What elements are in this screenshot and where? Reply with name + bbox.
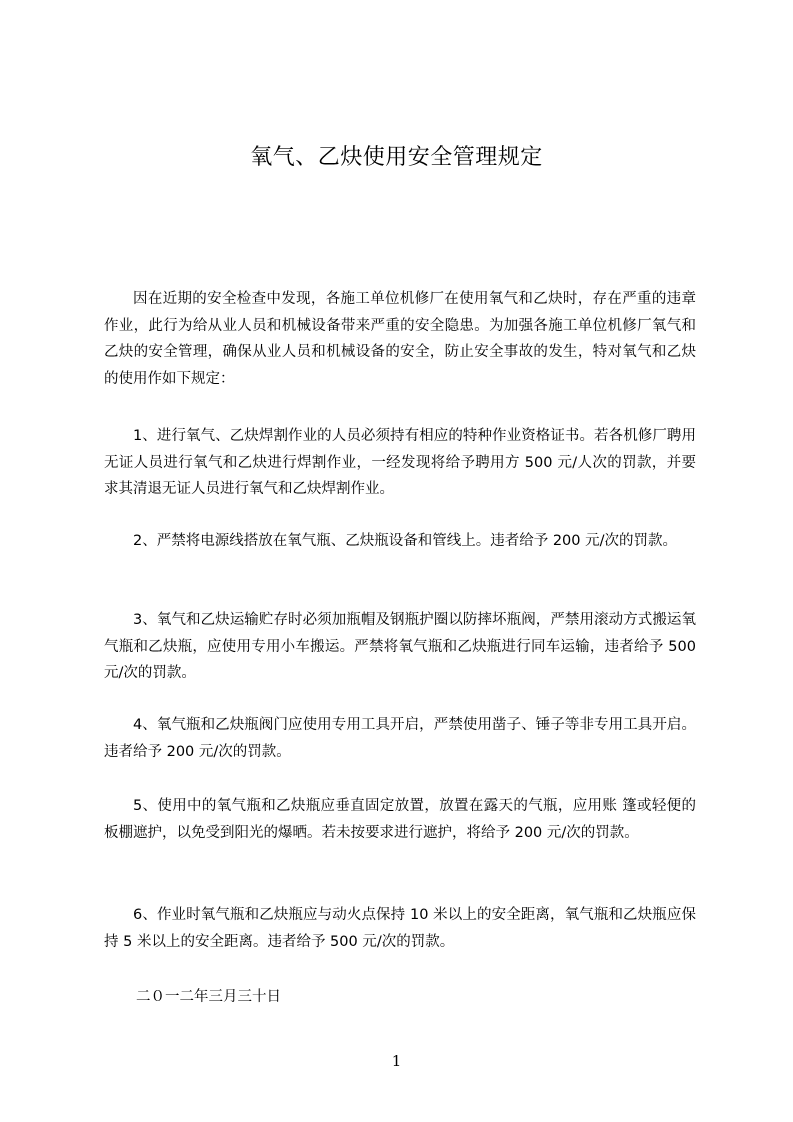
rule-text: 2、严禁将电源线搭放在氧气瓶、乙炔瓶设备和管线上。违者给予 200 元/次的罚款。 (133, 533, 678, 549)
rule-text: 6、作业时氧气瓶和乙炔瓶应与动火点保持 10 米以上的安全距离，氧气瓶和乙炔瓶应保持 5 米以上的安全距离。违者给予 500 元/次的罚款。 (104, 907, 696, 950)
rule-item-6 (104, 902, 696, 955)
rule-item-4 (104, 712, 696, 765)
rule-item-5 (104, 793, 696, 846)
rule-item-1 (104, 423, 696, 503)
rule-item-3 (104, 607, 696, 687)
rule-text: 3、氧气和乙炔运输贮存时必须加瓶帽及钢瓶护圈以防摔坏瓶阀，严禁用滚动方式搬运氧气瓶和乙炔瓶，应使用专用小车搬运。严禁将氧气瓶和乙炔瓶进行同车运输，违者给予 500 元/次的罚款。 (104, 612, 696, 681)
intro-paragraph (104, 286, 696, 392)
document-date: 二０一二年三月三十日 (136, 989, 281, 1005)
page-number: 1 (391, 1052, 402, 1070)
document-title: 氧气、乙炔使用安全管理规定 (250, 145, 543, 170)
rule-text: 4、氧气瓶和乙炔瓶阀门应使用专用工具开启，严禁使用凿子、锤子等非专用工具开启。违者给予 200 元/次的罚款。 (104, 717, 696, 760)
rule-item-2 (104, 528, 696, 555)
rule-text: 1、进行氧气、乙炔焊割作业的人员必须持有相应的特种作业资格证书。若各机修厂聘用无证人员进行氧气和乙炔进行焊割作业，一经发现将给予聘用方 500 元/人次的罚款，并要求其清退无证人员进行氧气和乙炔焊割作业。 (104, 428, 696, 497)
intro-text: 因在近期的安全检查中发现，各施工单位机修厂在使用氧气和乙炔时，存在严重的违章作业，此行为给从业人员和机械设备带来严重的安全隐患。为加强各施工单位机修厂氧气和乙炔的安全管理，确保从业人员和机械设备的安全，防止安全事故的发生，特对氧气和乙炔的使用作如下规定： (104, 291, 696, 387)
rule-text: 5、使用中的氧气瓶和乙炔瓶应垂直固定放置，放置在露天的气瓶，应用账 篷或轻便的板棚遮护，以免受到阳光的爆晒。若未按要求进行遮护，将给予 200 元/次的罚款。 (104, 798, 696, 841)
